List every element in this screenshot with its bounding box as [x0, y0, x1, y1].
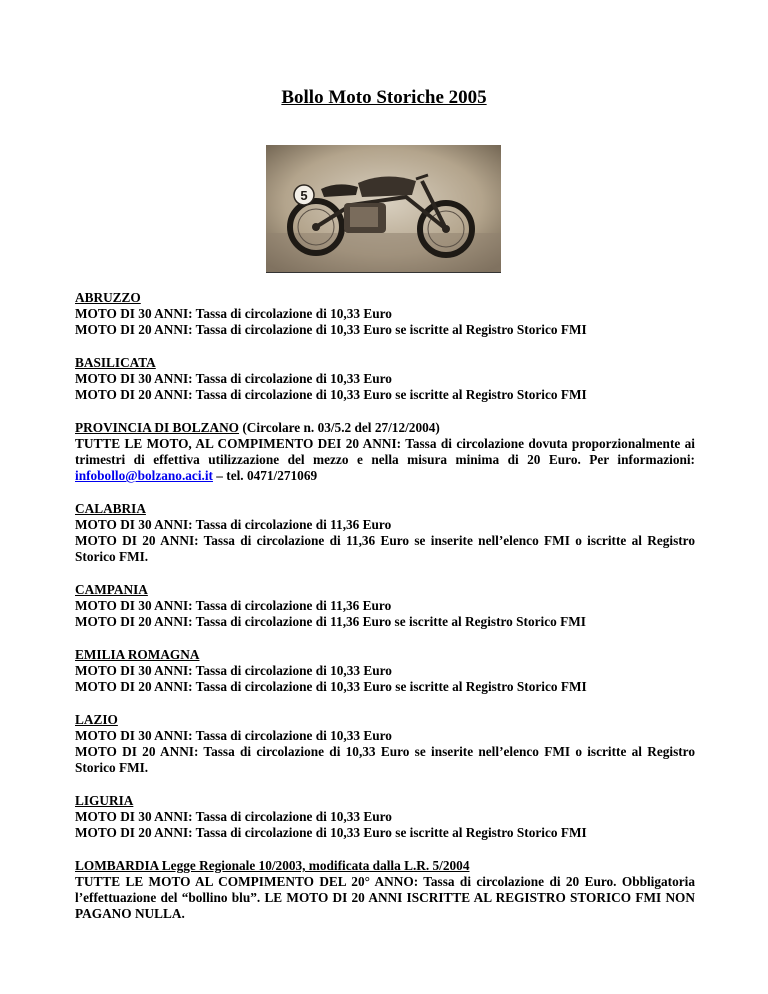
- section-text: TUTTE LE MOTO, AL COMPIMENTO DEI 20 ANNI: Tassa di circolazione dovuta proporzionalmente ai trimestri di effettiva utilizzazione del mezzo e nella misura minima di 20 Euro. Per informazioni:: [75, 436, 695, 467]
- section-line: MOTO DI 30 ANNI: Tassa di circolazione di 10,33 Euro: [75, 371, 392, 386]
- section-bolzano: [75, 420, 695, 484]
- section-heading: EMILIA ROMAGNA: [75, 647, 200, 662]
- section-line: MOTO DI 20 ANNI: Tassa di circolazione di 10,33 Euro se inserite nell’elenco FMI o iscritte al Registro Storico FMI.: [75, 744, 695, 775]
- section-line: MOTO DI 30 ANNI: Tassa di circolazione di 10,33 Euro: [75, 306, 392, 321]
- section-heading: CAMPANIA: [75, 582, 148, 597]
- email-link[interactable]: infobollo@bolzano.aci.it: [75, 468, 213, 483]
- section-calabria: [75, 501, 695, 565]
- section-line: MOTO DI 30 ANNI: Tassa di circolazione di 10,33 Euro: [75, 728, 392, 743]
- section-lombardia: [75, 858, 695, 922]
- section-heading: LOMBARDIA Legge Regionale 10/2003, modificata dalla L.R. 5/2004: [75, 858, 470, 873]
- section-text: TUTTE LE MOTO AL COMPIMENTO DEL 20° ANNO: Tassa di circolazione di 20 Euro. Obbligatoria l’effettuazione del “bollino blu”. LE MOTO DI 20 ANNI ISCRITTE AL REGISTRO STORICO FMI NON PAGANO NULLA.: [75, 874, 695, 921]
- section-heading: ABRUZZO: [75, 290, 141, 305]
- section-heading: CALABRIA: [75, 501, 146, 516]
- section-lazio: [75, 712, 695, 776]
- section-heading: LAZIO: [75, 712, 118, 727]
- vintage-motorcycle-photo: [266, 145, 501, 273]
- section-heading: LIGURIA: [75, 793, 134, 808]
- section-emilia-romagna: [75, 647, 695, 695]
- document-body: [75, 290, 695, 939]
- section-basilicata: [75, 355, 695, 403]
- phone-text: – tel. 0471/271069: [212, 468, 318, 483]
- page-title: Bollo Moto Storiche 2005: [281, 87, 487, 108]
- section-heading: BASILICATA: [75, 355, 156, 370]
- section-line: MOTO DI 30 ANNI: Tassa di circolazione di 11,36 Euro: [75, 598, 392, 613]
- section-line: MOTO DI 20 ANNI: Tassa di circolazione di 10,33 Euro se iscritte al Registro Storico FMI: [75, 825, 587, 840]
- section-campania: [75, 582, 695, 630]
- section-line: MOTO DI 20 ANNI: Tassa di circolazione di 11,36 Euro se inserite nell’elenco FMI o iscritte al Registro Storico FMI.: [75, 533, 695, 564]
- section-line: MOTO DI 20 ANNI: Tassa di circolazione di 11,36 Euro se iscritte al Registro Storico FMI: [75, 614, 586, 629]
- section-line: MOTO DI 30 ANNI: Tassa di circolazione di 10,33 Euro: [75, 663, 392, 678]
- motorcycle-image: [266, 145, 501, 272]
- section-line: MOTO DI 20 ANNI: Tassa di circolazione di 10,33 Euro se iscritte al Registro Storico FMI: [75, 387, 587, 402]
- section-line: MOTO DI 20 ANNI: Tassa di circolazione di 10,33 Euro se iscritte al Registro Storico FMI: [75, 322, 587, 337]
- section-line: MOTO DI 30 ANNI: Tassa di circolazione di 10,33 Euro: [75, 809, 392, 824]
- section-abruzzo: [75, 290, 695, 338]
- race-number: 5: [300, 188, 308, 203]
- section-line: MOTO DI 30 ANNI: Tassa di circolazione di 11,36 Euro: [75, 517, 392, 532]
- section-liguria: [75, 793, 695, 841]
- section-heading: PROVINCIA DI BOLZANO: [75, 420, 240, 435]
- section-line: MOTO DI 20 ANNI: Tassa di circolazione di 10,33 Euro se iscritte al Registro Storico FMI: [75, 679, 587, 694]
- section-heading-note: (Circolare n. 03/5.2 del 27/12/2004): [239, 420, 440, 435]
